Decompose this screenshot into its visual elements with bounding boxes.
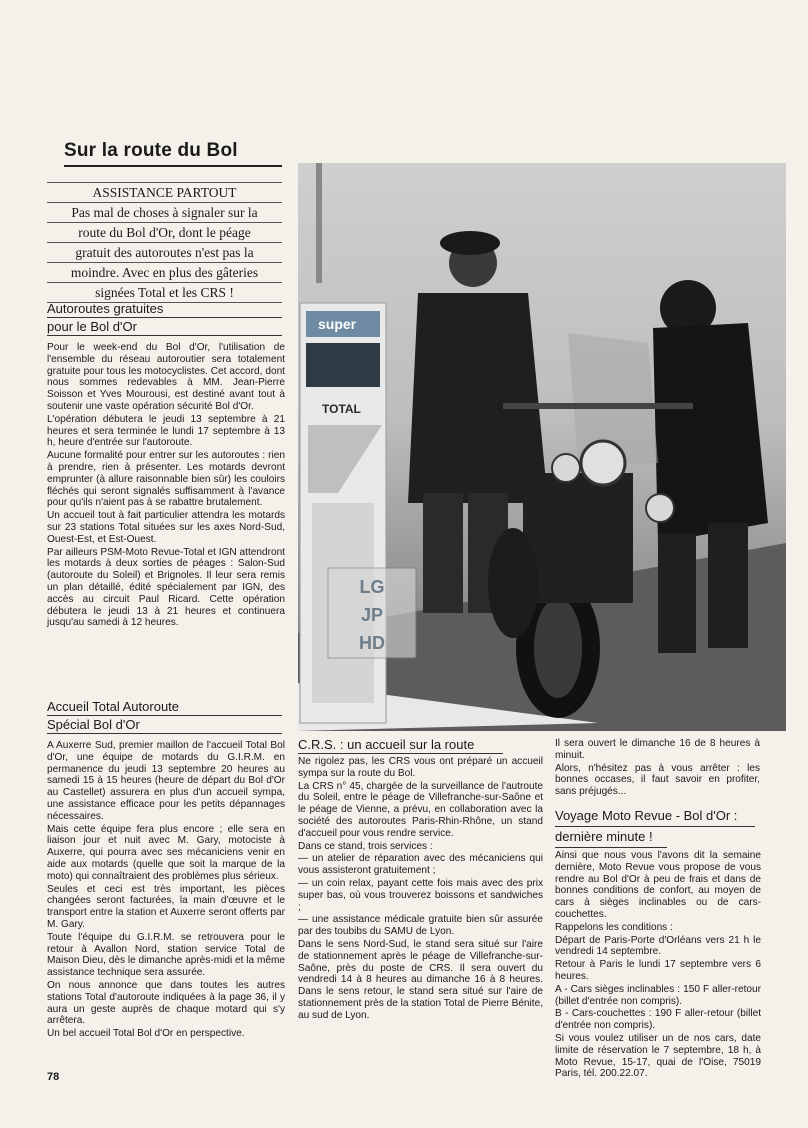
paragraph: — une assistance médicale gratuite bien sûr assurée par des toubibs du SAMU de Lyon. bbox=[298, 914, 543, 938]
paragraph: Seules et ceci est très important, les pièces changées seront facturées, la main d'œuvre et le transport entre la station et Auxerre seront offerts par M. Gary. bbox=[47, 883, 285, 930]
pump-brand: TOTAL bbox=[322, 402, 361, 416]
paragraph: Ne rigolez pas, les CRS vous ont préparé un accueil sympa sur la route du Bol. bbox=[298, 756, 543, 779]
paragraph: La CRS n° 45, chargée de la surveillance de l'autroute du Soleil, entre le péage de Villefranche-sur-Saône et le péage de Vienne, a prévu, en collaboration avec la société des autoroutes Paris-Rhin-Rhône, un stand d'accueil pour vous rendre service. bbox=[298, 780, 543, 839]
section-heading-accueil-total bbox=[47, 698, 282, 734]
section-heading-line: Spécial Bol d'Or bbox=[47, 716, 282, 734]
intro-line: moindre. Avec en plus des gâteries bbox=[47, 263, 282, 283]
paragraph: Alors, n'hésitez pas à vous arrêter : les bonnes occases, il faut savoir en profiter, sans préjugés... bbox=[555, 762, 760, 798]
paragraph: A Auxerre Sud, premier maillon de l'accueil Total Bol d'Or, une équipe de motards du G.I.R.M. en permanence du jeudi 13 septembre 20 heures au samedi 15 à 15 heures (heure de départ du Bol d'Or au Castellet) assurera en plus d'un accueil sympa, une assistance efficace pour les petits dépannages nécessaires. bbox=[47, 740, 285, 822]
paragraph: Si vous voulez utiliser un de nos cars, date limite de réservation le 7 septembre, 18 h, à Moto Revue, 15-17, quai de l'Oise, 75019 Paris, tél. 200.22.07. bbox=[555, 1032, 761, 1080]
section-heading-voyage bbox=[555, 806, 755, 848]
paragraph: Un accueil tout à fait particulier attendra les motards sur 23 stations Total situées sur les axes Nord-Sud, Ouest-Est, et Est-Ouest. bbox=[47, 510, 285, 545]
watermark-line: HD bbox=[359, 633, 385, 653]
intro-line: route du Bol d'Or, dont le péage bbox=[47, 223, 282, 243]
paragraph: Rappelons les conditions : bbox=[555, 921, 673, 933]
column-autoroutes bbox=[47, 342, 285, 694]
column-crs bbox=[298, 756, 543, 1068]
photo-motorcycle-station bbox=[298, 163, 786, 731]
paragraph: A - Cars sièges inclinables : 150 F aller-retour (billet d'entrée non compris). bbox=[555, 983, 761, 1007]
watermark-line: LG bbox=[359, 577, 385, 597]
section-heading-line: Voyage Moto Revue - Bol d'Or : bbox=[555, 806, 755, 827]
paragraph: L'opération débutera le jeudi 13 septembre à 21 heures et sera terminée le lundi 17 septembre à 13 h, heure d'entrée sur l'autoroute. bbox=[47, 413, 285, 449]
article-title: Sur la route du Bol bbox=[64, 140, 282, 167]
section-heading-crs bbox=[298, 736, 503, 754]
column-accueil-total bbox=[47, 740, 285, 1065]
section-heading-line: Accueil Total Autoroute bbox=[47, 698, 282, 716]
paragraph: On nous annonce que dans toutes les autres stations Total d'autoroute indiquées à la page 36, il y aura un geste auprès de chaque motard qui s'y arrêtera. bbox=[47, 979, 285, 1027]
intro-line: gratuit des autoroutes n'est pas la bbox=[47, 243, 282, 263]
intro-line: Pas mal de choses à signaler sur la bbox=[47, 203, 282, 223]
column-crs-continued bbox=[555, 738, 760, 800]
section-heading-autoroutes bbox=[47, 300, 282, 336]
page-number: 78 bbox=[47, 1071, 60, 1083]
paragraph: — un coin relax, payant cette fois mais avec des prix super bas, où vous trouverez boissons et sandwiches ; bbox=[298, 877, 543, 913]
section-heading-line: pour le Bol d'Or bbox=[47, 318, 282, 336]
paragraph: Un bel accueil Total Bol d'Or en perspective. bbox=[47, 1028, 245, 1040]
paragraph: Il sera ouvert le dimanche 16 de 8 heures à minuit. bbox=[555, 738, 760, 761]
intro-box bbox=[47, 182, 282, 303]
paragraph: Ainsi que nous vous l'avons dit la semaine dernière, Moto Revue vous propose de vous rendre au Bol d'Or à peu de frais et dans de bonnes conditions de confort, au moyen de cars à sièges inclinables ou de cars-couchettes. bbox=[555, 850, 761, 920]
intro-kicker: ASSISTANCE PARTOUT bbox=[47, 183, 282, 203]
paragraph: Retour à Paris le lundi 17 septembre vers 6 heures. bbox=[555, 959, 761, 982]
intro-line: signées Total et les CRS ! bbox=[47, 283, 282, 303]
section-heading-line: Autoroutes gratuites bbox=[47, 300, 282, 318]
paragraph: Par ailleurs PSM-Moto Revue-Total et IGN attendront les motards à deux sorties de péages : Salon-Sud (autoroute du Soleil) et Brignoles. Il leur sera remis un plan détaillé, édité spécialement par IGN, des accès au circuit Paul Ricard. Cette opération débutera le jeudi 13 à 21 heures et continuera jusqu'au samedi à 12 heures. bbox=[47, 546, 285, 629]
paragraph: Dans le sens Nord-Sud, le stand sera situé sur l'aire de stationnement après le péage de Villefranche-sur-Saône, près du poste de CRS. Il sera ouvert du vendredi 14 à 8 heures au dimanche 16 à 8 heures. Dans le sens retour, le stand sera situé sur l'aire de stationnement près de la station Total de Pierre Bénite, au sud de Lyon. bbox=[298, 938, 544, 1021]
section-heading-line: C.R.S. : un accueil sur la route bbox=[298, 736, 503, 754]
paragraph: Mais cette équipe fera plus encore ; elle sera en liaison jour et nuit avec M. Gary, motociste à Auxerre, qui pourra avec ses mécaniciens venir en aide aux motards (quelle que soit la marque de la moto) qui connaîtraient des problèmes plus sérieux. bbox=[47, 823, 285, 882]
paragraph: Aucune formalité pour entrer sur les autoroutes : rien à prendre, rien à présenter. Les motards devront emprunter (à allure raisonnable bien sûr) les couloirs fléchés qui seront signalés suffisamment à l'avance pour qu'ils n'aient pas à se rabattre brutalement. bbox=[47, 450, 285, 509]
watermark-line: JP bbox=[360, 605, 384, 625]
paragraph: Toute l'équipe du G.I.R.M. se retrouvera pour le retour à Avallon Nord, station service Total de Maison Dieu, dès le dimanche après-midi et la même assistance technique sera assurée. bbox=[47, 931, 285, 979]
paragraph: B - Cars-couchettes : 190 F aller-retour (billet d'entrée non compris). bbox=[555, 1008, 761, 1032]
photo-illustration bbox=[298, 163, 786, 731]
paragraph: Dans ce stand, trois services : bbox=[298, 840, 433, 852]
section-heading-line: dernière minute ! bbox=[555, 827, 667, 848]
column-voyage bbox=[555, 850, 761, 1080]
paragraph: — un atelier de réparation avec des mécaniciens qui vous assisteront gratuitement ; bbox=[298, 853, 543, 877]
pump-label: super bbox=[318, 316, 357, 332]
paragraph: Pour le week-end du Bol d'Or, l'utilisation de l'ensemble du réseau autoroutier sera totalement gratuite pour tous les motocyclistes. Cet accord, dont nous sommes redevables à MM. Jean-Pierre Soisson et Yves Mourousi, est destiné avant tout à soutenir une vaste opération sécurité Bol d'Or. bbox=[47, 342, 285, 412]
paragraph: Départ de Paris-Porte d'Orléans vers 21 h le vendredi 14 septembre. bbox=[555, 934, 761, 958]
